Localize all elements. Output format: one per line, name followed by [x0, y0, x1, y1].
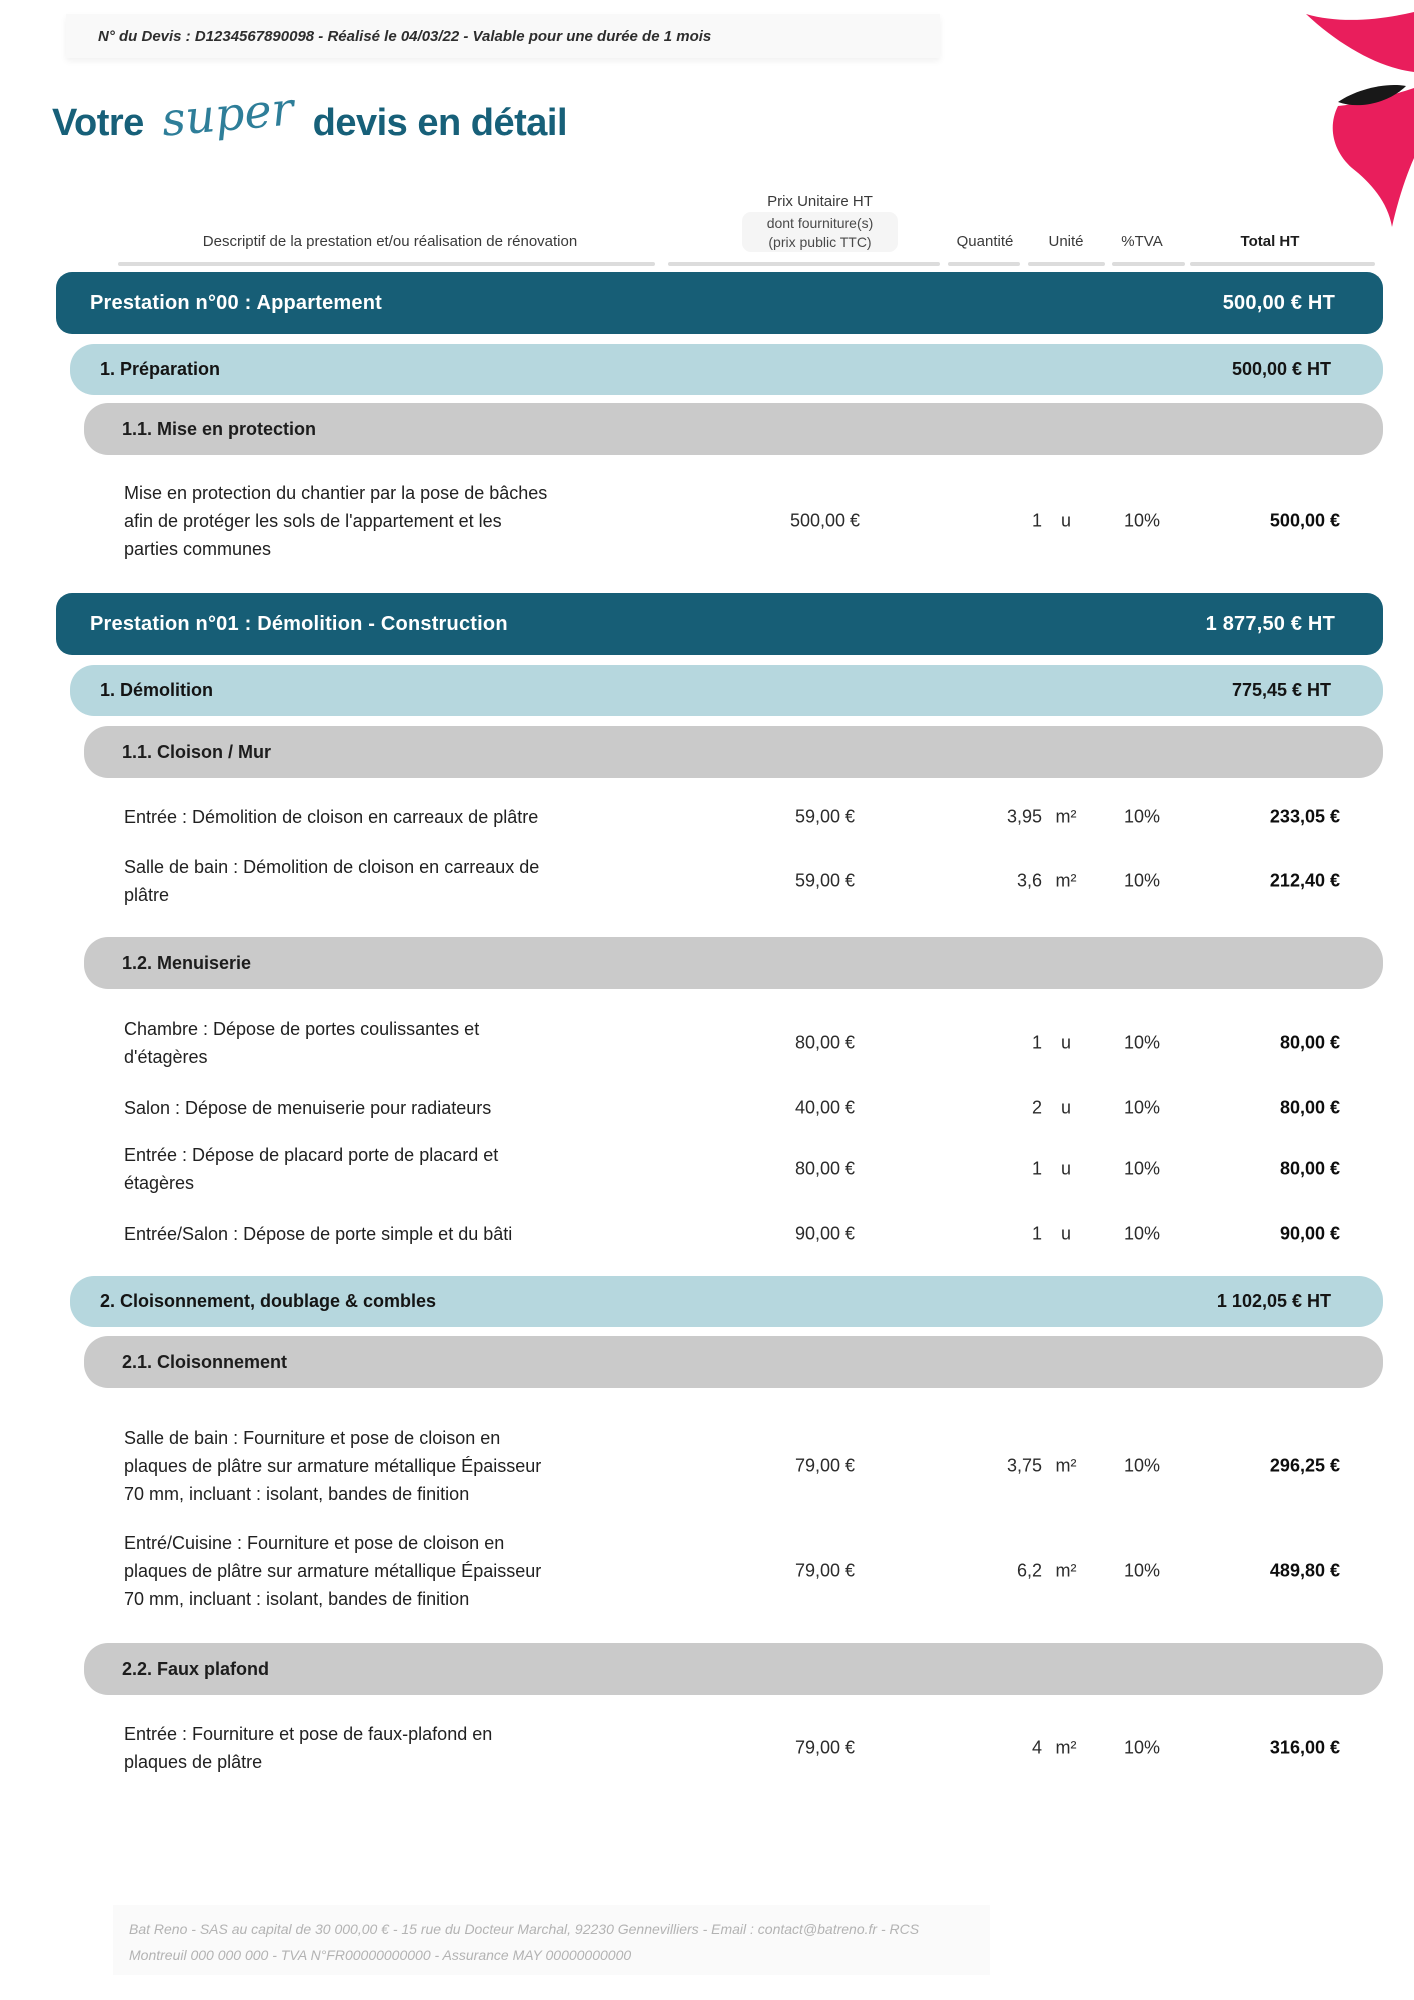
col-header-prix-unitaire: Prix Unitaire HT — [767, 193, 873, 210]
item-unit: m² — [1055, 1737, 1077, 1758]
page-title — [52, 81, 568, 147]
subsection-banner — [84, 1643, 1383, 1695]
item-unit: m² — [1055, 1455, 1077, 1476]
item-vat: 10% — [1123, 1032, 1161, 1053]
subsection-banner — [84, 726, 1383, 778]
prestation-title: Prestation n°01 : Démolition - Construction — [90, 612, 508, 635]
item-unit-price: 59,00 € — [794, 806, 856, 827]
prix-note-line1: dont fourniture(s) — [766, 215, 874, 231]
line-item-row — [0, 1094, 1414, 1122]
section-banner — [70, 344, 1383, 395]
section-title: 1. Démolition — [100, 680, 214, 700]
item-vat: 10% — [1123, 870, 1161, 891]
item-total: 90,00 € — [1279, 1223, 1340, 1244]
item-unit: u — [1060, 510, 1071, 531]
col-header-prix-note — [742, 212, 898, 252]
footer-legal — [113, 1905, 990, 1975]
subsection-title: 1.1. Cloison / Mur — [122, 741, 272, 762]
item-quantity: 1 — [1031, 1158, 1042, 1179]
item-total: 80,00 € — [1279, 1158, 1340, 1179]
item-description: Mise en protection du chantier par la pose de bâches afin de protéger les sols de l'appartement et les parties communes — [124, 483, 548, 559]
subsection-banner — [84, 937, 1383, 989]
footer-line1: Bat Reno - SAS au capital de 30 000,00 € - 15 rue du Docteur Marchal, 92230 Gennevilliers - Email : contact@batreno.fr - RCS — [129, 1921, 920, 1937]
item-description: Entrée : Démolition de cloison en carreaux de plâtre — [124, 807, 539, 827]
subsection-title: 1.1. Mise en protection — [122, 418, 317, 439]
quote-body — [0, 272, 1414, 1776]
section-title: 2. Cloisonnement, doublage & combles — [100, 1291, 437, 1311]
line-item-row — [0, 1015, 1414, 1071]
item-quantity: 6,2 — [1016, 1560, 1042, 1581]
quote-info-bar — [66, 14, 940, 58]
line-item-row — [0, 479, 1414, 563]
prestation-total: 1 877,50 € HT — [1205, 612, 1335, 635]
section-banner — [70, 1276, 1383, 1327]
item-quantity: 1 — [1031, 1223, 1042, 1244]
item-vat: 10% — [1123, 1097, 1161, 1118]
subsection-title: 1.2. Menuiserie — [122, 952, 252, 973]
item-vat: 10% — [1123, 1223, 1161, 1244]
line-item-row — [0, 1220, 1414, 1248]
column-underline — [118, 262, 655, 266]
item-description: Salon : Dépose de menuiserie pour radiateurs — [124, 1098, 492, 1118]
column-underline — [668, 262, 940, 266]
subsection-title: 2.1. Cloisonnement — [122, 1351, 288, 1372]
item-unit: m² — [1055, 870, 1077, 891]
item-unit-price: 40,00 € — [794, 1097, 856, 1118]
item-quantity: 3,6 — [1016, 870, 1042, 891]
title-part2: devis en détail — [312, 102, 568, 144]
item-total: 489,80 € — [1269, 1560, 1340, 1581]
item-unit-price: 59,00 € — [794, 870, 856, 891]
prix-note-line2: (prix public TTC) — [768, 234, 872, 250]
brand-logo-icon — [1300, 10, 1414, 232]
item-quantity: 4 — [1031, 1737, 1042, 1758]
line-item-row — [0, 853, 1414, 909]
item-quantity: 3,95 — [1006, 806, 1042, 827]
column-underline — [1028, 262, 1105, 266]
subsection-title: 2.2. Faux plafond — [122, 1658, 270, 1679]
col-header-descriptif: Descriptif de la prestation et/ou réalisation de rénovation — [202, 233, 578, 250]
footer-line2: Montreuil 000 000 000 - TVA N°FR00000000000 - Assurance MAY 00000000000 — [129, 1947, 632, 1963]
line-item-row — [0, 1529, 1414, 1613]
item-unit-price: 80,00 € — [794, 1158, 856, 1179]
item-total: 500,00 € — [1269, 510, 1340, 531]
item-vat: 10% — [1123, 510, 1161, 531]
item-quantity: 3,75 — [1006, 1455, 1042, 1476]
item-total: 316,00 € — [1269, 1737, 1340, 1758]
line-item-row — [0, 1424, 1414, 1508]
item-unit-price: 500,00 € — [789, 510, 861, 531]
col-header-quantite: Quantité — [956, 233, 1014, 250]
item-vat: 10% — [1123, 1560, 1161, 1581]
item-vat: 10% — [1123, 1737, 1161, 1758]
item-total: 233,05 € — [1269, 806, 1340, 827]
section-total: 1 102,05 € HT — [1216, 1291, 1331, 1311]
line-item-row — [0, 803, 1414, 831]
item-total: 80,00 € — [1279, 1032, 1340, 1053]
item-total: 296,25 € — [1269, 1455, 1340, 1476]
col-header-total: Total HT — [1240, 233, 1300, 250]
item-description: Entrée : Fourniture et pose de faux-plafond en plaques de plâtre — [124, 1724, 493, 1772]
prestation-banner — [56, 272, 1383, 334]
item-unit-price: 80,00 € — [794, 1032, 856, 1053]
subsection-banner — [84, 1336, 1383, 1388]
item-vat: 10% — [1123, 806, 1161, 827]
item-unit: u — [1060, 1097, 1071, 1118]
col-header-tva: %TVA — [1121, 233, 1163, 250]
section-total: 500,00 € HT — [1231, 359, 1331, 379]
item-quantity: 1 — [1031, 1032, 1042, 1053]
column-underline — [1112, 262, 1185, 266]
item-unit-price: 79,00 € — [794, 1455, 856, 1476]
subsection-banner — [84, 403, 1383, 455]
prestation-total: 500,00 € HT — [1222, 291, 1335, 314]
item-unit: u — [1060, 1223, 1071, 1244]
line-item-row — [0, 1141, 1414, 1197]
item-description: Salle de bain : Démolition de cloison en carreaux de plâtre — [124, 857, 540, 905]
item-description: Entré/Cuisine : Fourniture et pose de cloison en plaques de plâtre sur armature métallique Épaisseur 70 mm, incluant : isolant, bandes de finition — [124, 1533, 542, 1609]
item-quantity: 1 — [1031, 510, 1042, 531]
section-title: 1. Préparation — [100, 359, 221, 379]
item-quantity: 2 — [1031, 1097, 1042, 1118]
item-vat: 10% — [1123, 1158, 1161, 1179]
item-unit-price: 79,00 € — [794, 1737, 856, 1758]
item-unit: u — [1060, 1032, 1071, 1053]
item-unit: m² — [1055, 1560, 1077, 1581]
title-script-word: super — [159, 81, 296, 147]
title-part1: Votre — [52, 102, 144, 144]
item-total: 80,00 € — [1279, 1097, 1340, 1118]
prestation-title: Prestation n°00 : Appartement — [90, 291, 383, 314]
column-underline — [948, 262, 1020, 266]
item-description: Entrée/Salon : Dépose de porte simple et du bâti — [124, 1224, 513, 1244]
section-banner — [70, 665, 1383, 716]
item-total: 212,40 € — [1269, 870, 1340, 891]
item-unit: m² — [1055, 806, 1077, 827]
line-item-row — [0, 1720, 1414, 1776]
item-unit-price: 79,00 € — [794, 1560, 856, 1581]
column-underline — [1190, 262, 1375, 266]
item-unit-price: 90,00 € — [794, 1223, 856, 1244]
prestation-banner — [56, 593, 1383, 655]
item-unit: u — [1060, 1158, 1071, 1179]
quote-number-line: N° du Devis : D1234567890098 - Réalisé le 04/03/22 - Valable pour une durée de 1 mois — [98, 27, 712, 45]
item-vat: 10% — [1123, 1455, 1161, 1476]
item-description: Entrée : Dépose de placard porte de placard et étagères — [124, 1145, 499, 1193]
item-description: Salle de bain : Fourniture et pose de cloison en plaques de plâtre sur armature métallique Épaisseur 70 mm, incluant : isolant, bandes de finition — [124, 1428, 542, 1504]
item-description: Chambre : Dépose de portes coulissantes et d'étagères — [124, 1019, 480, 1067]
col-header-unite: Unité — [1048, 233, 1084, 250]
section-total: 775,45 € HT — [1231, 680, 1331, 700]
